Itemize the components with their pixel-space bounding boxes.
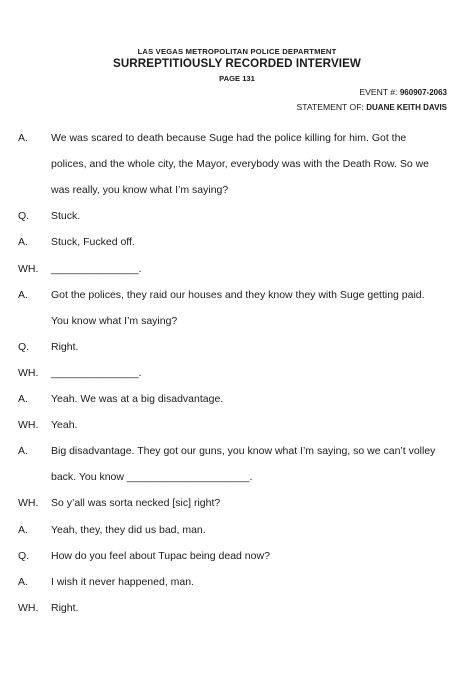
speaker-label: A. bbox=[18, 445, 28, 458]
statement-of bbox=[297, 102, 447, 112]
transcript-line: You know what I’m saying? bbox=[51, 314, 178, 327]
transcript-line: Right. bbox=[51, 601, 79, 614]
speaker-label: Q. bbox=[18, 340, 30, 353]
page-number: PAGE 131 bbox=[219, 74, 255, 83]
speaker-label: A. bbox=[18, 523, 28, 536]
transcript-line: Yeah. We was at a big disadvantage. bbox=[51, 393, 224, 405]
transcript-line: Yeah. bbox=[51, 419, 78, 432]
transcript-line: _______________. bbox=[51, 366, 142, 379]
department-name: LAS VEGAS METROPOLITAN POLICE DEPARTMENT bbox=[137, 47, 337, 56]
transcript-line: I wish it never happened, man. bbox=[51, 575, 195, 588]
event-label: EVENT #: bbox=[359, 87, 398, 97]
speaker-label: WH. bbox=[18, 419, 39, 432]
speaker-label: WH. bbox=[18, 601, 39, 614]
transcript-line: How do you feel about Tupac being dead now? bbox=[51, 549, 270, 562]
transcript-line: Right. bbox=[51, 340, 79, 353]
transcript-line: polices, and the whole city, the Mayor, everybody was with the Death Row. So we bbox=[51, 158, 429, 171]
transcript-line: Yeah, they, they did us bad, man. bbox=[51, 523, 206, 536]
speaker-label: A. bbox=[18, 288, 28, 301]
document-title: SURREPTITIOUSLY RECORDED INTERVIEW bbox=[113, 57, 361, 70]
statement-label: STATEMENT OF: bbox=[296, 102, 364, 112]
transcript-line: _______________. bbox=[51, 262, 142, 275]
speaker-label: WH. bbox=[18, 262, 39, 275]
speaker-label: A. bbox=[18, 575, 28, 588]
event-value: 960907-2063 bbox=[399, 88, 447, 97]
transcript-line: So y’all was sorta necked [sic] right? bbox=[51, 497, 221, 510]
speaker-label: Q. bbox=[18, 549, 30, 562]
speaker-label: A. bbox=[18, 236, 28, 249]
transcript-line: Stuck, Fucked off. bbox=[51, 236, 135, 249]
transcript-line: back. You know _____________________. bbox=[51, 471, 253, 484]
transcript-line: Got the polices, they raid our houses and they know they with Suge getting paid. bbox=[51, 288, 425, 301]
transcript-line: We was scared to death because Suge had the police killing for him. Got the bbox=[51, 132, 407, 144]
speaker-label: WH. bbox=[18, 366, 39, 379]
transcript-line: Big disadvantage. They got our guns, you know what I’m saying, so we can’t volley bbox=[51, 445, 436, 458]
transcript-line: Stuck. bbox=[51, 210, 81, 223]
event-number bbox=[359, 87, 447, 97]
speaker-label: WH. bbox=[18, 497, 39, 510]
speaker-label: A. bbox=[18, 393, 28, 405]
statement-value: DUANE KEITH DAVIS bbox=[366, 103, 447, 112]
speaker-label: A. bbox=[18, 132, 28, 144]
transcript-line: was really, you know what I’m saying? bbox=[51, 184, 229, 197]
speaker-label: Q. bbox=[18, 210, 30, 223]
